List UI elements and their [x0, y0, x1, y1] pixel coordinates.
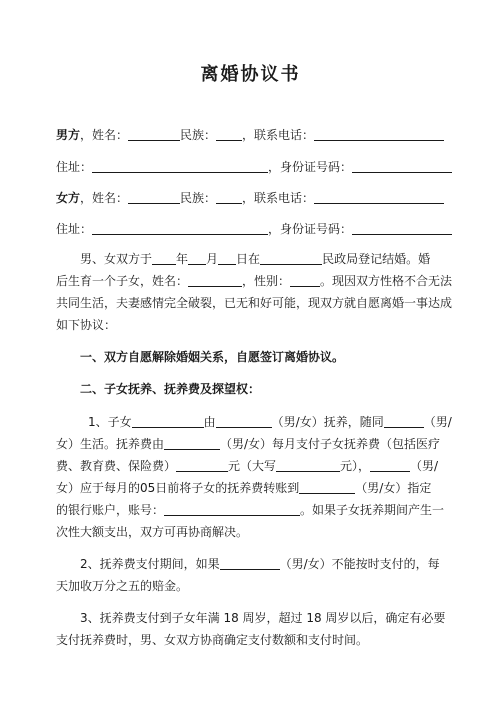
male-name-field[interactable]	[128, 128, 180, 141]
clause2-party-field[interactable]	[220, 557, 280, 570]
section-1-heading: 一、双方自愿解除婚姻关系，自愿签订离婚协议。	[80, 350, 345, 364]
document-title: 离婚协议书	[200, 64, 301, 85]
clause-1-line-2: 女）生活。抚养费由 （男/女）每月支付子女抚养费（包括医疗	[56, 437, 441, 451]
child-name-field[interactable]	[188, 274, 242, 287]
clause1-amount-words-field[interactable]	[276, 459, 340, 472]
clause-1-line-3: 费、教育费、保险费） 元（大写 元）， （男/	[56, 459, 439, 473]
clause-2-line-1: 2、抚养费支付期间，如果 （男/女）不能按时支付的，每	[80, 557, 440, 571]
male-id-field[interactable]	[352, 160, 452, 173]
female-ethnic-field[interactable]	[216, 191, 242, 204]
female-address-field[interactable]	[92, 222, 268, 235]
clause1-child-field[interactable]	[132, 415, 204, 428]
male-address-line: 住址： ，身份证号码：	[56, 159, 452, 175]
clause1-party-field[interactable]	[370, 459, 410, 472]
intro-line-4: 如下协议：	[56, 318, 117, 332]
male-address-field[interactable]	[92, 160, 268, 173]
clause-1-line-6: 次性大额支出，双方可再协商解决。	[56, 525, 249, 539]
clause1-amount-field[interactable]	[176, 459, 228, 472]
intro-line-2: 后生育一个子女，姓名： ，性别： 。现因双方性格不合无法	[56, 274, 453, 288]
male-phone-field[interactable]	[314, 128, 444, 141]
clause1-payer-field[interactable]	[164, 437, 220, 450]
female-address-line: 住址： ，身份证号码：	[56, 221, 452, 237]
female-label: 女方	[56, 191, 81, 205]
child-gender-field[interactable]	[290, 274, 320, 287]
intro-line-1: 男、女双方于 年 月 日在 民政局登记结婚。婚	[80, 252, 431, 266]
bank-account-field[interactable]	[164, 503, 300, 516]
male-ethnic-field[interactable]	[216, 128, 242, 141]
section-2-heading: 二、子女抚养、抚养费及探望权：	[80, 382, 261, 396]
clause1-custody-field[interactable]	[216, 415, 272, 428]
clause1-live-with-field[interactable]	[384, 415, 424, 428]
clause-2-line-2: 天加收万分之五的赔金。	[56, 579, 189, 593]
marriage-month-field[interactable]	[188, 252, 206, 265]
clause-1-line-5: 的银行账户，账号： 。如果子女抚养期间产生一	[56, 503, 445, 517]
marriage-day-field[interactable]	[218, 252, 236, 265]
clause1-recipient-field[interactable]	[299, 481, 355, 494]
intro-line-3: 共同生活，夫妻感情完全破裂，已无和好可能，现双方就自愿离婚一事达成	[56, 296, 453, 310]
female-id-field[interactable]	[352, 222, 452, 235]
marriage-year-field[interactable]	[152, 252, 176, 265]
male-info-line: 男方，姓名： 民族： ，联系电话：	[56, 127, 444, 143]
clause-1-line-4: 女）应于每月的05日前将子女的抚养费转账到 （男/女）指定	[56, 481, 432, 495]
female-name-field[interactable]	[128, 191, 180, 204]
female-info-line: 女方，姓名： 民族： ，联系电话：	[56, 190, 444, 206]
civil-affairs-bureau-field[interactable]	[260, 252, 322, 265]
clause-1-line-1: 1、子女 由 （男/女）抚养，随同 （男/	[88, 415, 452, 429]
clause-3-line-2: 支付抚养费时，男、女双方协商确定支付数额和支付时间。	[56, 633, 369, 647]
male-label: 男方	[56, 128, 81, 142]
clause-3-line-1: 3、抚养费支付到子女年满 18 周岁，超过 18 周岁以后，确定有必要	[80, 611, 446, 625]
female-phone-field[interactable]	[314, 191, 444, 204]
